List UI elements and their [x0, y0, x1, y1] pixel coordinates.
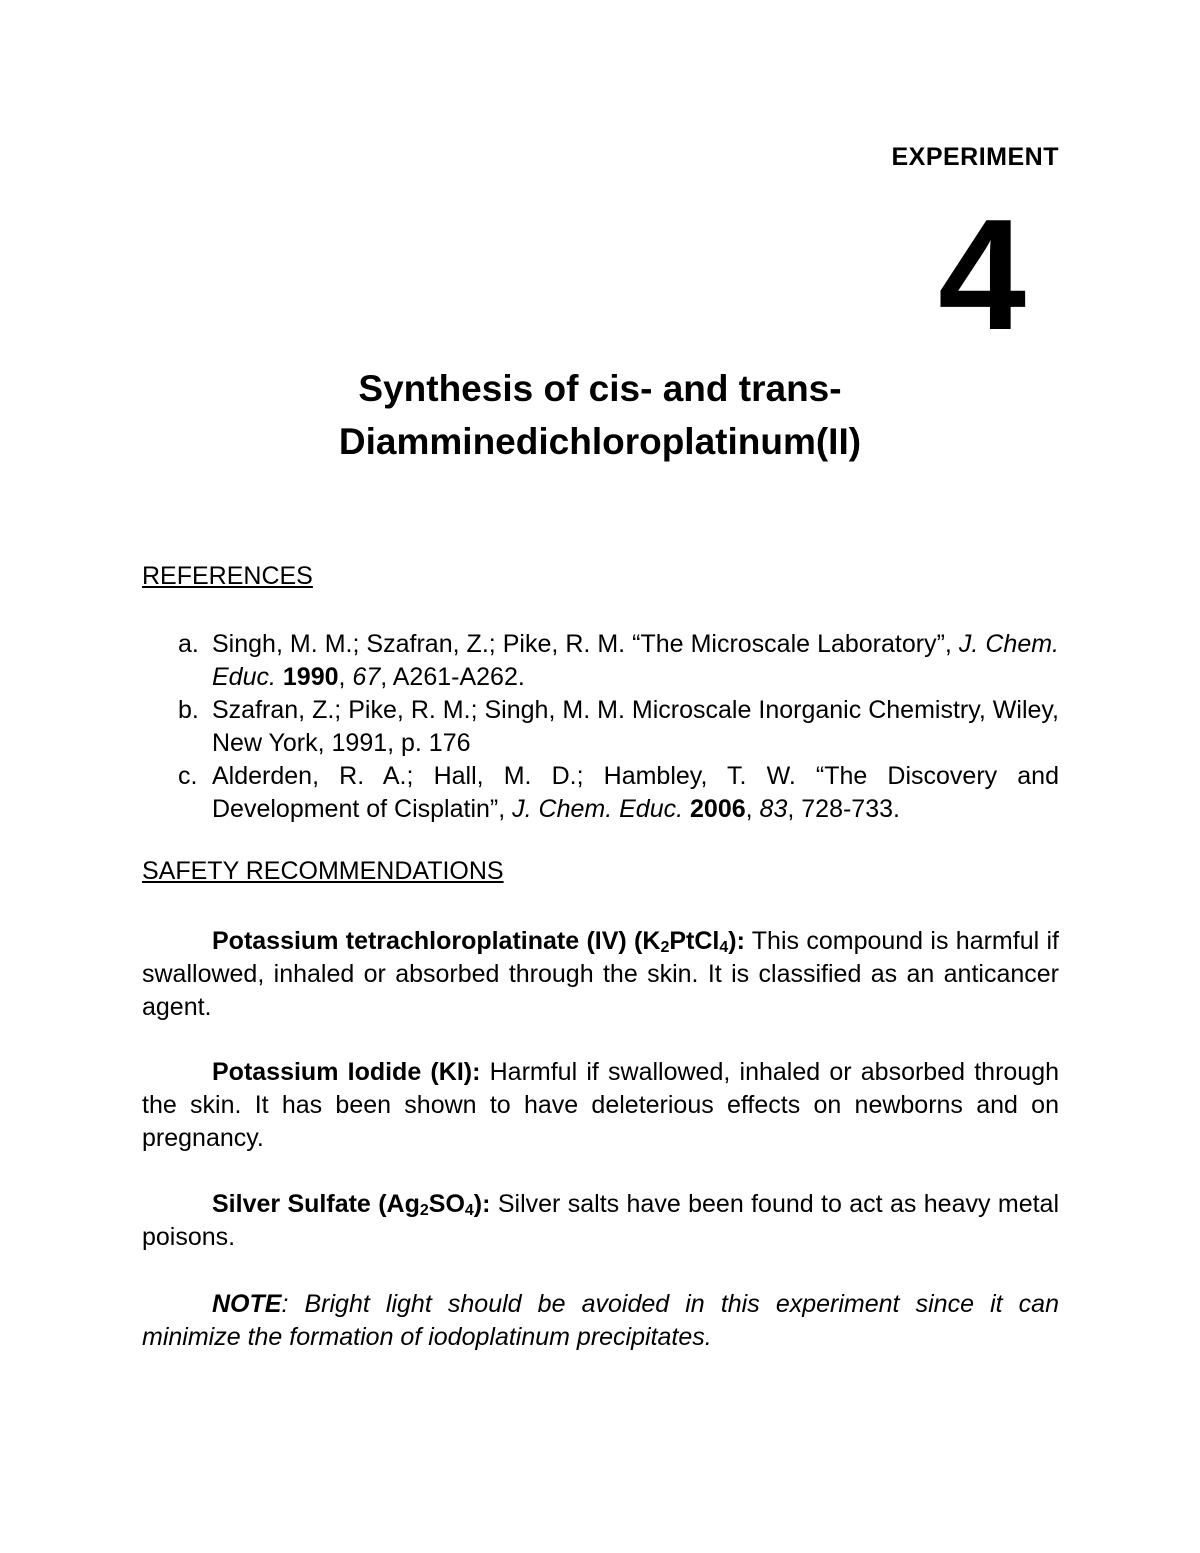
- reference-year: 1990: [282, 663, 339, 691]
- reference-authors: Alderden, R. A.; Hall, M. D.; Hambley, T. W. “The Discovery and Development of Cisplatin”,: [212, 762, 1059, 823]
- reference-text: Singh, M. M.; Szafran, Z.; Pike, R. M. “The Microscale Laboratory”, J. Chem. Educ. 1990, 67, A261-A262.: [212, 630, 1059, 691]
- safety-ki: [142, 1056, 1059, 1155]
- reference-marker: a.: [178, 630, 199, 658]
- reference-journal: J. Chem. Educ.: [212, 630, 1059, 691]
- reference-year: 2006: [690, 795, 746, 823]
- safety-ag2so4: [142, 1188, 1059, 1254]
- reference-marker: c.: [178, 762, 198, 790]
- reference-item: [142, 628, 1059, 694]
- note-text: : Bright light should be avoided in this experiment since it can minimize the formation of iodoplatinum precipitates.: [142, 1290, 1059, 1351]
- reference-journal: J. Chem. Educ.: [512, 795, 684, 823]
- title-line-2: Diamminedichloroplatinum(II): [338, 421, 862, 462]
- title-line-1: Synthesis of cis- and trans-: [358, 368, 842, 409]
- reference-authors: Singh, M. M.; Szafran, Z.; Pike, R. M. “The Microscale Laboratory”,: [212, 630, 952, 658]
- reference-text: Alderden, R. A.; Hall, M. D.; Hambley, T. W. “The Discovery and Development of Cisplatin”, J. Chem. Educ. 2006, 83, 728-733.: [212, 762, 1059, 823]
- reference-pages: 728-733.: [801, 795, 900, 823]
- references-list: [142, 628, 1059, 826]
- experiment-number: 4: [938, 187, 1026, 363]
- reference-volume: 67: [352, 663, 381, 691]
- safety-text: This compound is harmful if swallowed, inhaled or absorbed through the skin. It is classified as an anticancer agent.: [142, 927, 1059, 1021]
- experiment-label: EXPERIMENT: [891, 143, 1059, 171]
- compound-name: Potassium tetrachloroplatinate (IV) $(K_2PtCl_4)$:: [212, 927, 745, 956]
- safety-heading: SAFETY RECOMMENDATIONS: [142, 857, 504, 885]
- references-heading: REFERENCES: [142, 562, 313, 590]
- reference-item: [142, 694, 1059, 760]
- compound-name: Silver Sulfate $(Ag_2SO_4)$:: [212, 1190, 491, 1219]
- reference-volume: 83: [759, 795, 788, 823]
- note-label: NOTE: [212, 1290, 282, 1318]
- safety-text: Harmful if swallowed, inhaled or absorbed through the skin. It has been shown to have deleterious effects on newborns and on pregnancy.: [142, 1058, 1060, 1152]
- compound-name: Potassium Iodide (KI):: [212, 1058, 481, 1086]
- safety-k2ptcl4: [142, 925, 1059, 1024]
- reference-item: [142, 760, 1059, 826]
- reference-marker: b.: [178, 696, 199, 724]
- reference-pages: A261-A262.: [392, 663, 525, 691]
- safety-text: Silver salts have been found to act as heavy metal poisons.: [142, 1190, 1059, 1251]
- safety-note: [142, 1288, 1059, 1354]
- reference-text: Szafran, Z.; Pike, R. M.; Singh, M. M. Microscale Inorganic Chemistry, Wiley, New York, 1991, p. 176: [212, 696, 1059, 757]
